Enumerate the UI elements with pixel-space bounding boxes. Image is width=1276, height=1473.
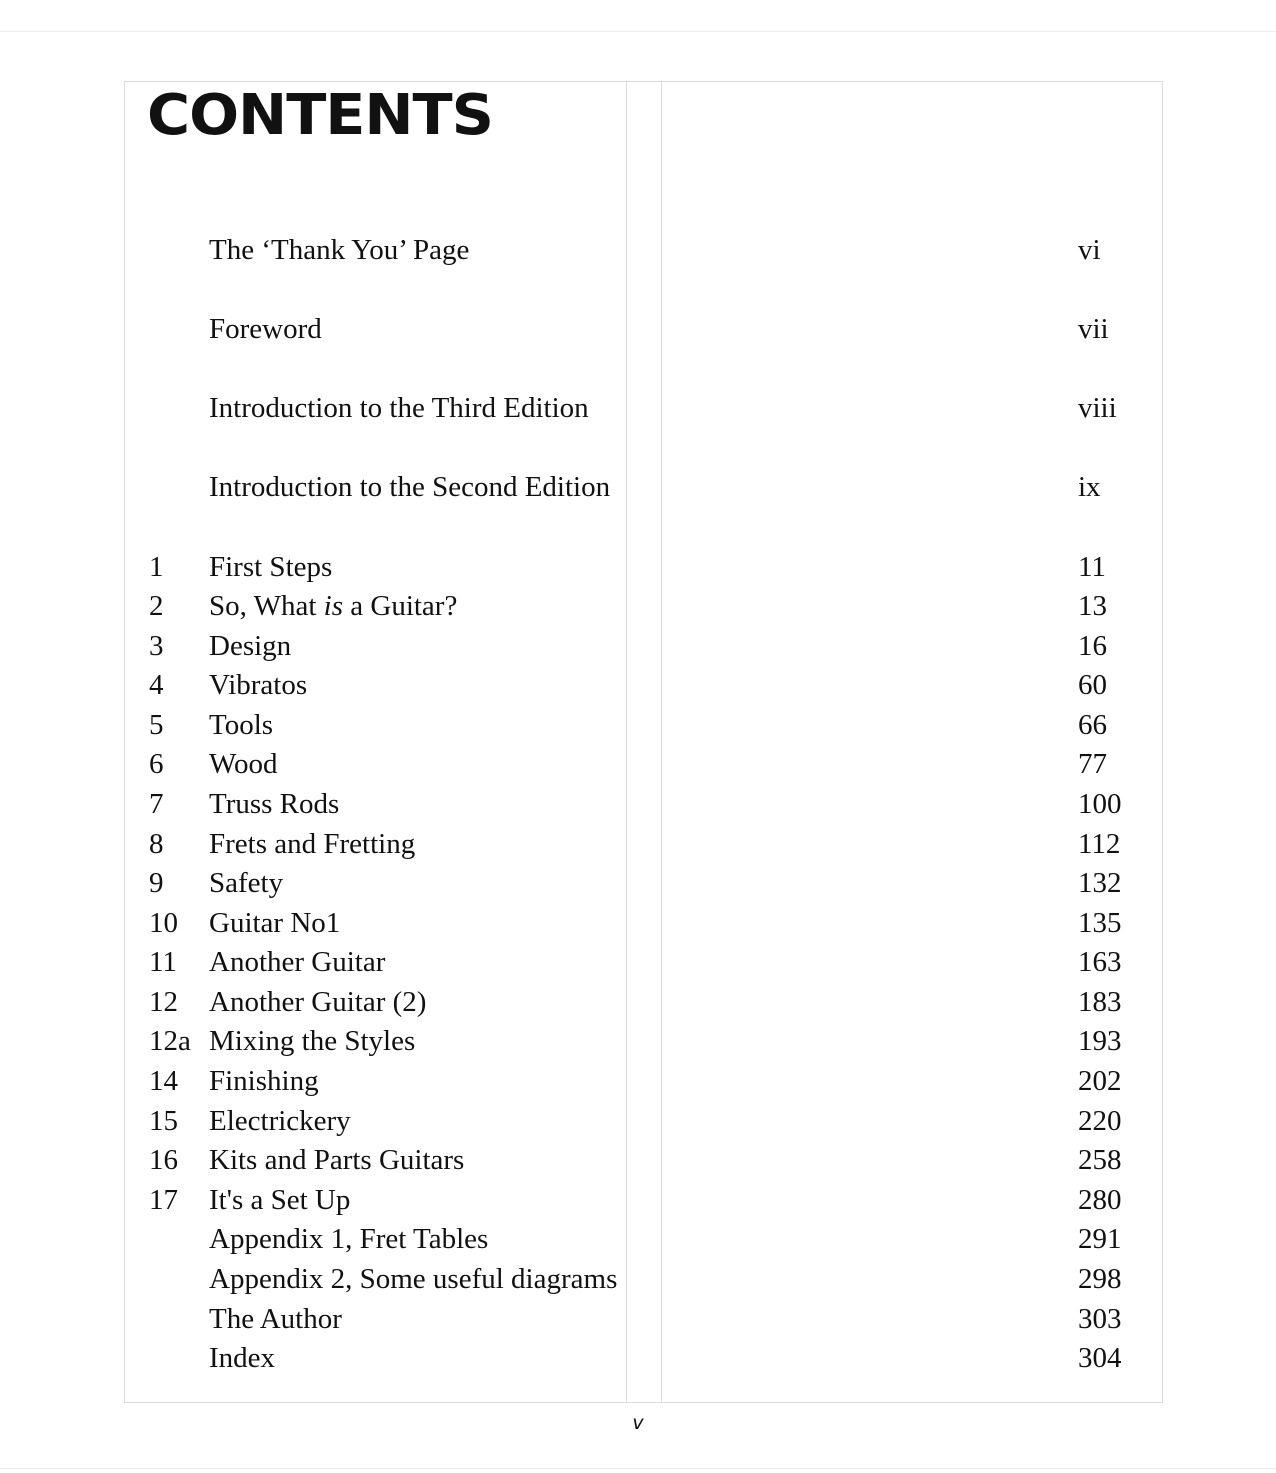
chapter-title: Frets and Fretting: [209, 828, 416, 860]
chapter-number: 9: [149, 867, 164, 899]
chapter-title: Safety: [209, 867, 284, 899]
page-reference: 66: [1078, 709, 1107, 741]
chapter-title: First Steps: [209, 551, 333, 583]
bottom-divider: [0, 1468, 1276, 1469]
toc-entry: [0, 1338, 1276, 1378]
toc-entry: [0, 1021, 1276, 1061]
toc-entry: [0, 309, 1276, 349]
page-reference: 132: [1078, 867, 1122, 899]
page-reference: 135: [1078, 907, 1122, 939]
chapter-title: Introduction to the Second Edition: [209, 471, 611, 503]
toc-entry: [0, 1140, 1276, 1180]
chapter-number: 1: [149, 551, 164, 583]
page-reference: 77: [1078, 748, 1107, 780]
toc-entry: [0, 1299, 1276, 1339]
page-reference: 303: [1078, 1303, 1122, 1335]
chapter-number: 3: [149, 630, 164, 662]
toc-entry: [0, 784, 1276, 824]
chapter-title: Appendix 2, Some useful diagrams: [209, 1263, 618, 1295]
toc-entry: [0, 903, 1276, 943]
page-reference: 16: [1078, 630, 1107, 662]
toc-entry: [0, 942, 1276, 982]
toc-entry: [0, 1219, 1276, 1259]
toc-entry: [0, 863, 1276, 903]
chapter-number: 12a: [149, 1025, 191, 1057]
chapter-title: Kits and Parts Guitars: [209, 1144, 465, 1176]
chapter-title: Foreword: [209, 313, 322, 345]
chapter-number: 8: [149, 828, 164, 860]
chapter-title: Another Guitar: [209, 946, 386, 978]
chapter-title: Guitar No1: [209, 907, 341, 939]
toc-entry: [0, 547, 1276, 587]
page-reference: 13: [1078, 590, 1107, 622]
chapter-number: 2: [149, 590, 164, 622]
page-reference: 183: [1078, 986, 1122, 1018]
chapter-title: The ‘Thank You’ Page: [209, 234, 470, 266]
chapter-title: Appendix 1, Fret Tables: [209, 1223, 489, 1255]
chapter-title: Vibratos: [209, 669, 308, 701]
chapter-number: 11: [149, 946, 177, 978]
toc-entry: [0, 467, 1276, 507]
page-reference: 304: [1078, 1342, 1122, 1374]
page-reference: vii: [1078, 313, 1109, 345]
toc-entry: [0, 982, 1276, 1022]
chapter-number: 6: [149, 748, 164, 780]
chapter-number: 17: [149, 1184, 178, 1216]
page-reference: ix: [1078, 471, 1101, 503]
page-reference: 163: [1078, 946, 1122, 978]
chapter-title: Finishing: [209, 1065, 319, 1097]
toc-entry: [0, 824, 1276, 864]
toc-entry: [0, 1259, 1276, 1299]
toc-entry: [0, 230, 1276, 270]
chapter-number: 15: [149, 1105, 178, 1137]
page-reference: 280: [1078, 1184, 1122, 1216]
chapter-number: 7: [149, 788, 164, 820]
toc-entry: [0, 744, 1276, 784]
page-title: CONTENTS: [147, 83, 493, 148]
chapter-title: Mixing the Styles: [209, 1025, 416, 1057]
chapter-number: 16: [149, 1144, 178, 1176]
page-reference: 298: [1078, 1263, 1122, 1295]
toc-entry: [0, 1180, 1276, 1220]
page-reference: 100: [1078, 788, 1122, 820]
chapter-title: Design: [209, 630, 292, 662]
chapter-title: The Author: [209, 1303, 342, 1335]
chapter-title: Wood: [209, 748, 278, 780]
page-reference: 291: [1078, 1223, 1122, 1255]
toc-entry: [0, 586, 1276, 626]
page-reference: 60: [1078, 669, 1107, 701]
page-reference: 193: [1078, 1025, 1122, 1057]
chapter-title: Truss Rods: [209, 788, 340, 820]
toc-entry: [0, 388, 1276, 428]
page-reference: 11: [1078, 551, 1106, 583]
chapter-number: 5: [149, 709, 164, 741]
page-reference: 112: [1078, 828, 1121, 860]
chapter-title: Index: [209, 1342, 276, 1374]
chapter-title: So, What is a Guitar?: [209, 590, 458, 622]
page-reference: 202: [1078, 1065, 1122, 1097]
chapter-number: 12: [149, 986, 178, 1018]
page-reference: 220: [1078, 1105, 1122, 1137]
page-reference: vi: [1078, 234, 1101, 266]
chapter-number: 14: [149, 1065, 178, 1097]
page-reference: viii: [1078, 392, 1117, 424]
toc-entry: [0, 665, 1276, 705]
chapter-number: 4: [149, 669, 164, 701]
page-reference: 258: [1078, 1144, 1122, 1176]
toc-entry: [0, 1101, 1276, 1141]
page-number: v: [632, 1412, 644, 1434]
toc-entry: [0, 626, 1276, 666]
chapter-title: Electrickery: [209, 1105, 351, 1137]
chapter-title: It's a Set Up: [209, 1184, 351, 1216]
toc-entry: [0, 705, 1276, 745]
chapter-title: Another Guitar (2): [209, 986, 427, 1018]
chapter-number: 10: [149, 907, 178, 939]
chapter-title: Introduction to the Third Edition: [209, 392, 589, 424]
toc-entry: [0, 1061, 1276, 1101]
chapter-title: Tools: [209, 709, 274, 741]
